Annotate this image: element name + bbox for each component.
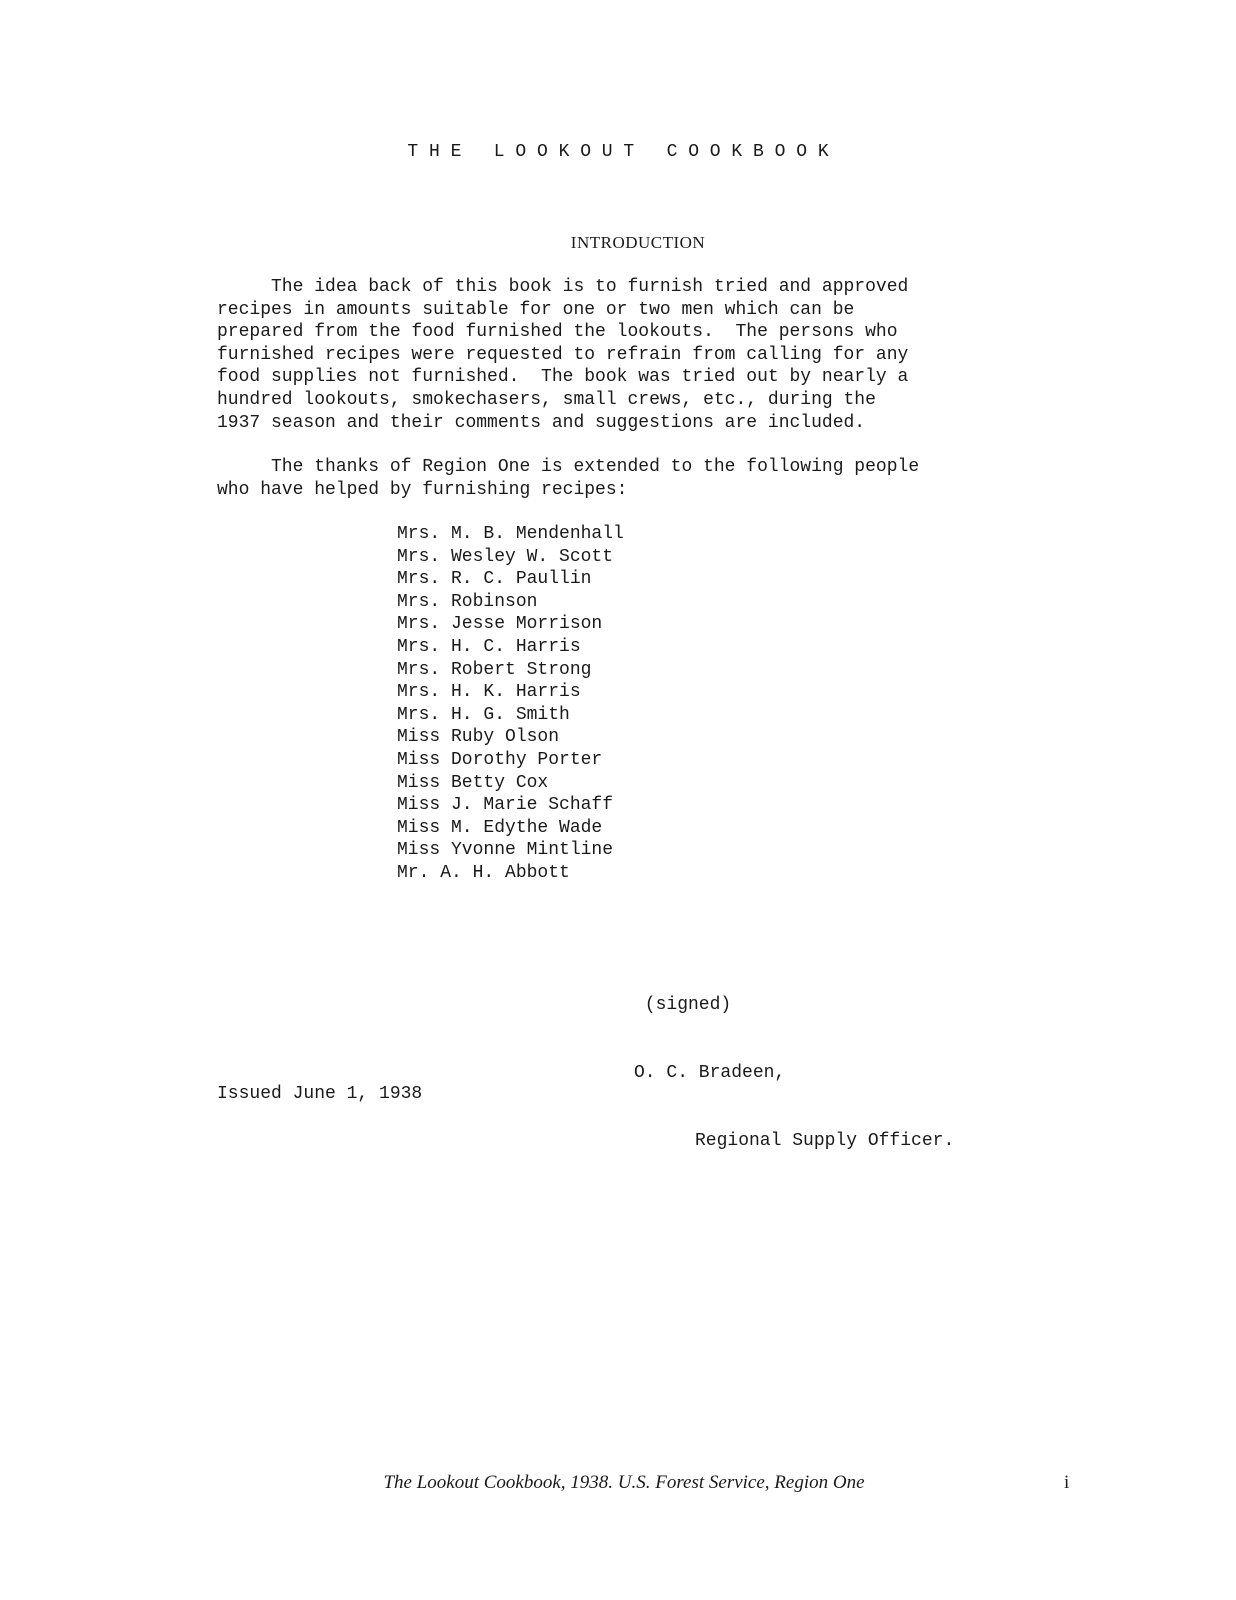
contributor-name: Miss J. Marie Schaff	[397, 795, 614, 816]
contributor-name: Mrs. R. C. Paullin	[397, 569, 592, 590]
contributor-name: Mrs. M. B. Mendenhall	[397, 524, 624, 544]
contributor-name: Mrs. H. G. Smith	[397, 704, 570, 725]
contributor-name: Miss M. Edythe Wade	[397, 817, 603, 838]
contributor-name: Mrs. Robinson	[397, 591, 538, 612]
footer-citation: The Lookout Cookbook, 1938. U.S. Forest Service, Region One	[383, 1472, 865, 1493]
contributor-name: Miss Dorothy Porter	[397, 749, 603, 770]
signer-office: Regional Supply Officer.	[695, 1130, 955, 1151]
contributor-name: Miss Betty Cox	[397, 772, 549, 793]
contributor-name: Mrs. Wesley W. Scott	[397, 546, 614, 567]
thanks-paragraph: The thanks of Region One is extended to the following people who have helped by furnishing recipes:	[217, 457, 920, 500]
contributor-name: Mrs. H. K. Harris	[397, 682, 581, 703]
contributor-name: Mrs. Robert Strong	[397, 659, 592, 680]
signer-name: O. C. Bradeen,	[634, 1062, 786, 1083]
contributor-name: Mrs. Jesse Morrison	[397, 614, 603, 635]
signature-block	[634, 949, 954, 1198]
contributor-name: Mrs. H. C. Harris	[397, 636, 581, 657]
contributor-list	[397, 523, 624, 885]
section-heading: INTRODUCTION	[570, 233, 706, 252]
contributor-name: Mr. A. H. Abbott	[397, 862, 570, 883]
document-title: T H E L O O K O U T C O O K B O O K	[407, 142, 829, 162]
contributor-name: Miss Yvonne Mintline	[397, 840, 614, 861]
contributor-name: Miss Ruby Olson	[397, 727, 560, 748]
intro-paragraph: The idea back of this book is to furnish tried and approved recipes in amounts suitable for one or two men which can be prepared from the food furnished the lookouts. The persons who furnished recipes were requested to refrain from calling for any food supplies not furnished. The book was tried out by nearly a hundred lookouts, smokechasers, small crews, etc., during the 1937 season and their comments and suggestions are included.	[217, 277, 909, 433]
signed-note: (signed)	[634, 995, 732, 1016]
issue-date: Issued June 1, 1938	[217, 1084, 423, 1104]
page-number: i	[1064, 1472, 1070, 1493]
